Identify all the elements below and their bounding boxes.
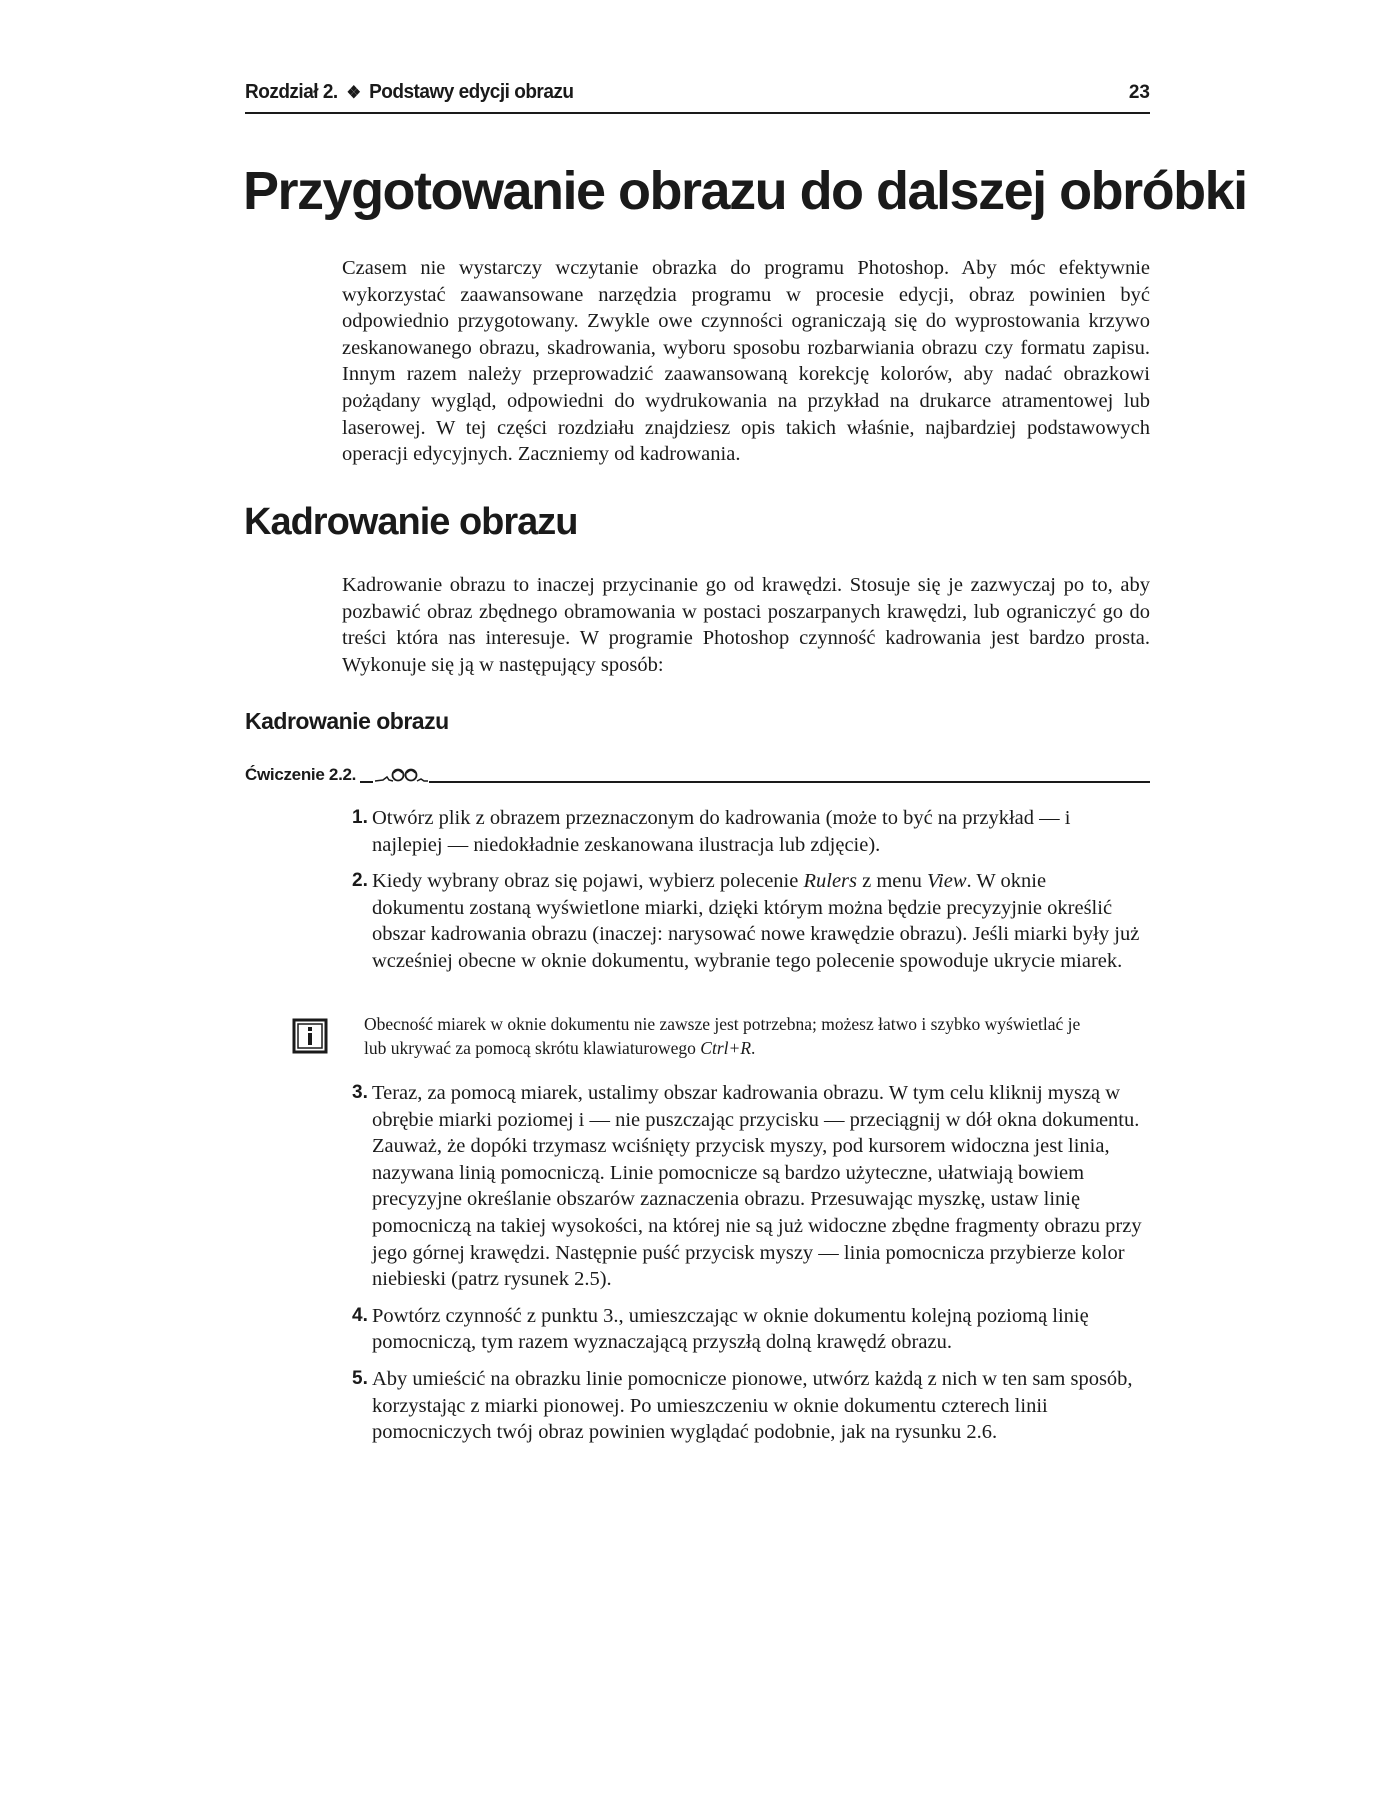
note-text-part: Obecność miarek w oknie dokumentu nie zawsze jest potrzebna; możesz łatwo i szybko wyświetlać je lub ukrywać za pomocą skrótu klawiaturowego: [364, 1014, 1081, 1058]
step-text-part: . W oknie dokumentu zostaną wyświetlone miarki, dzięki którym można będzie precyzyjnie określić obszar kadrowania obrazu (inaczej: narysować nowe krawędzie obrazu). Jeśli miarki były już wcześniej obecne w oknie dokumentu, wybranie tego polecenie spowoduje ukrycie miarek.: [372, 870, 1140, 972]
section-paragraph: Kadrowanie obrazu to inaczej przycinanie go od krawędzi. Stosuje się je zazwyczaj po to, aby pozbawić obraz zbędnego obramowania w postaci poszarpanych krawędzi, lub ograniczyć go do treści która nas interesuje. W programie Photoshop czynność kadrowania jest bardzo prosta. Wykonuje się ją w następujący sposób:: [342, 574, 1150, 676]
step-5: [352, 1366, 1142, 1446]
step-number: 2.: [352, 870, 368, 892]
step-text: Aby umieścić na obrazku linie pomocnicze pionowe, utwórz każdą z nich w ten sam sposób, korzystając z miarki pionowej. Po umieszczeniu w oknie dokumentu czterech linii pomocniczych twój obraz powinien wyglądać podobnie, jak na rysunku 2.6.: [372, 1367, 1133, 1444]
step-1: [352, 805, 1142, 858]
step-number: 3.: [352, 1082, 368, 1103]
step-text: Otwórz plik z obrazem przeznaczonym do kadrowania (może to być na przykład — i najlepiej — niedokładnie zeskanowana ilustracja lub zdjęcie).: [372, 807, 1071, 856]
note-text-part: .: [751, 1038, 756, 1058]
step-text-part: z menu: [857, 870, 928, 893]
step-text: Teraz, za pomocą miarek, ustalimy obszar kadrowania obrazu. W tym celu kliknij myszą w obrębie miarki poziomej i — nie puszczając przycisku — przeciągnij w dół okna dokumentu. Zauważ, że dopóki trzymasz wciśnięty przycisk myszy, pod kursorem widoczna jest linia, nazywana linią pomocniczą. Linie pomocnicze są bardzo użyteczne, ułatwiają bowiem precyzyjne określanie obszarów zaznaczenia obrazu. Przesuwając myszkę, ustaw linię pomocniczą na takiej wysokości, na której nie są już widoczne zbędne fragmenty obrazu przy jego górnej krawędzi. Następnie puść przycisk myszy — linia pomocnicza przybierze kolor niebieski (patrz rysunek 2.5).: [372, 1082, 1142, 1291]
section-heading: Kadrowanie obrazu: [244, 501, 578, 543]
exercise-header: [245, 765, 1150, 791]
step-text: [372, 868, 1142, 974]
step-3: [352, 1080, 1142, 1293]
intro-paragraph: Czasem nie wystarczy wczytanie obrazka do programu Photoshop. Aby móc efektywnie wykorzystać zaawansowane narzędzia programu w procesie edycji, obraz powinien być odpowiednio przygotowany. Zwykle owe czynności ograniczają się do wyprostowania krzywo zeskanowanego obrazu, skadrowania, wyboru sposobu rozbarwiania obrazu czy formatu zapisu. Innym razem należy przeprowadzić zaawansowaną korekcję kolorów, aby nadać obrazkowi pożądany wygląd, odpowiedni do wydrukowania na przykład na drukarce atramentowej lub laserowej. W tej części rozdziału znajdziesz opis takich właśnie, najbardziej podstawowych operacji edycyjnych. Zaczniemy od kadrowania.: [342, 257, 1150, 466]
info-note: [292, 1012, 1142, 1072]
step-2: [352, 868, 1142, 974]
step-text-part: Kiedy wybrany obraz się pojawi, wybierz polecenie: [372, 870, 804, 893]
exercise-rule: [353, 781, 1150, 783]
keyboard-shortcut: Ctrl+R: [700, 1038, 752, 1058]
page-number: 23: [1128, 82, 1150, 103]
chapter-label: [245, 81, 574, 104]
note-text: [364, 1012, 1104, 1060]
running-header: [245, 82, 1150, 114]
step-text: Powtórz czynność z punktu 3., umieszczając w oknie dokumentu kolejną poziomą linię pomocniczą, tym razem wyznaczającą przyszłą dolną krawędź obrazu.: [372, 1304, 1089, 1354]
step-number: 1.: [352, 807, 368, 828]
step-4: [352, 1303, 1142, 1356]
chapter-number: Rozdział 2.: [245, 81, 338, 104]
exercise-label: Ćwiczenie 2.2.: [245, 765, 360, 785]
info-icon: [292, 1018, 328, 1054]
subsection-heading: Kadrowanie obrazu: [245, 708, 449, 734]
steps-list-bottom: [352, 1080, 1142, 1456]
steps-list-top: [352, 805, 1142, 985]
menu-command: Rulers: [803, 870, 858, 893]
chapter-title: Podstawy edycji obrazu: [369, 81, 574, 104]
menu-name: View: [927, 870, 967, 893]
page-title: Przygotowanie obrazu do dalszej obróbki: [243, 161, 1247, 221]
difficulty-icon: [373, 765, 429, 785]
separator-icon: ❖: [346, 84, 361, 103]
step-number: 5.: [352, 1367, 368, 1389]
step-number: 4.: [352, 1304, 368, 1326]
